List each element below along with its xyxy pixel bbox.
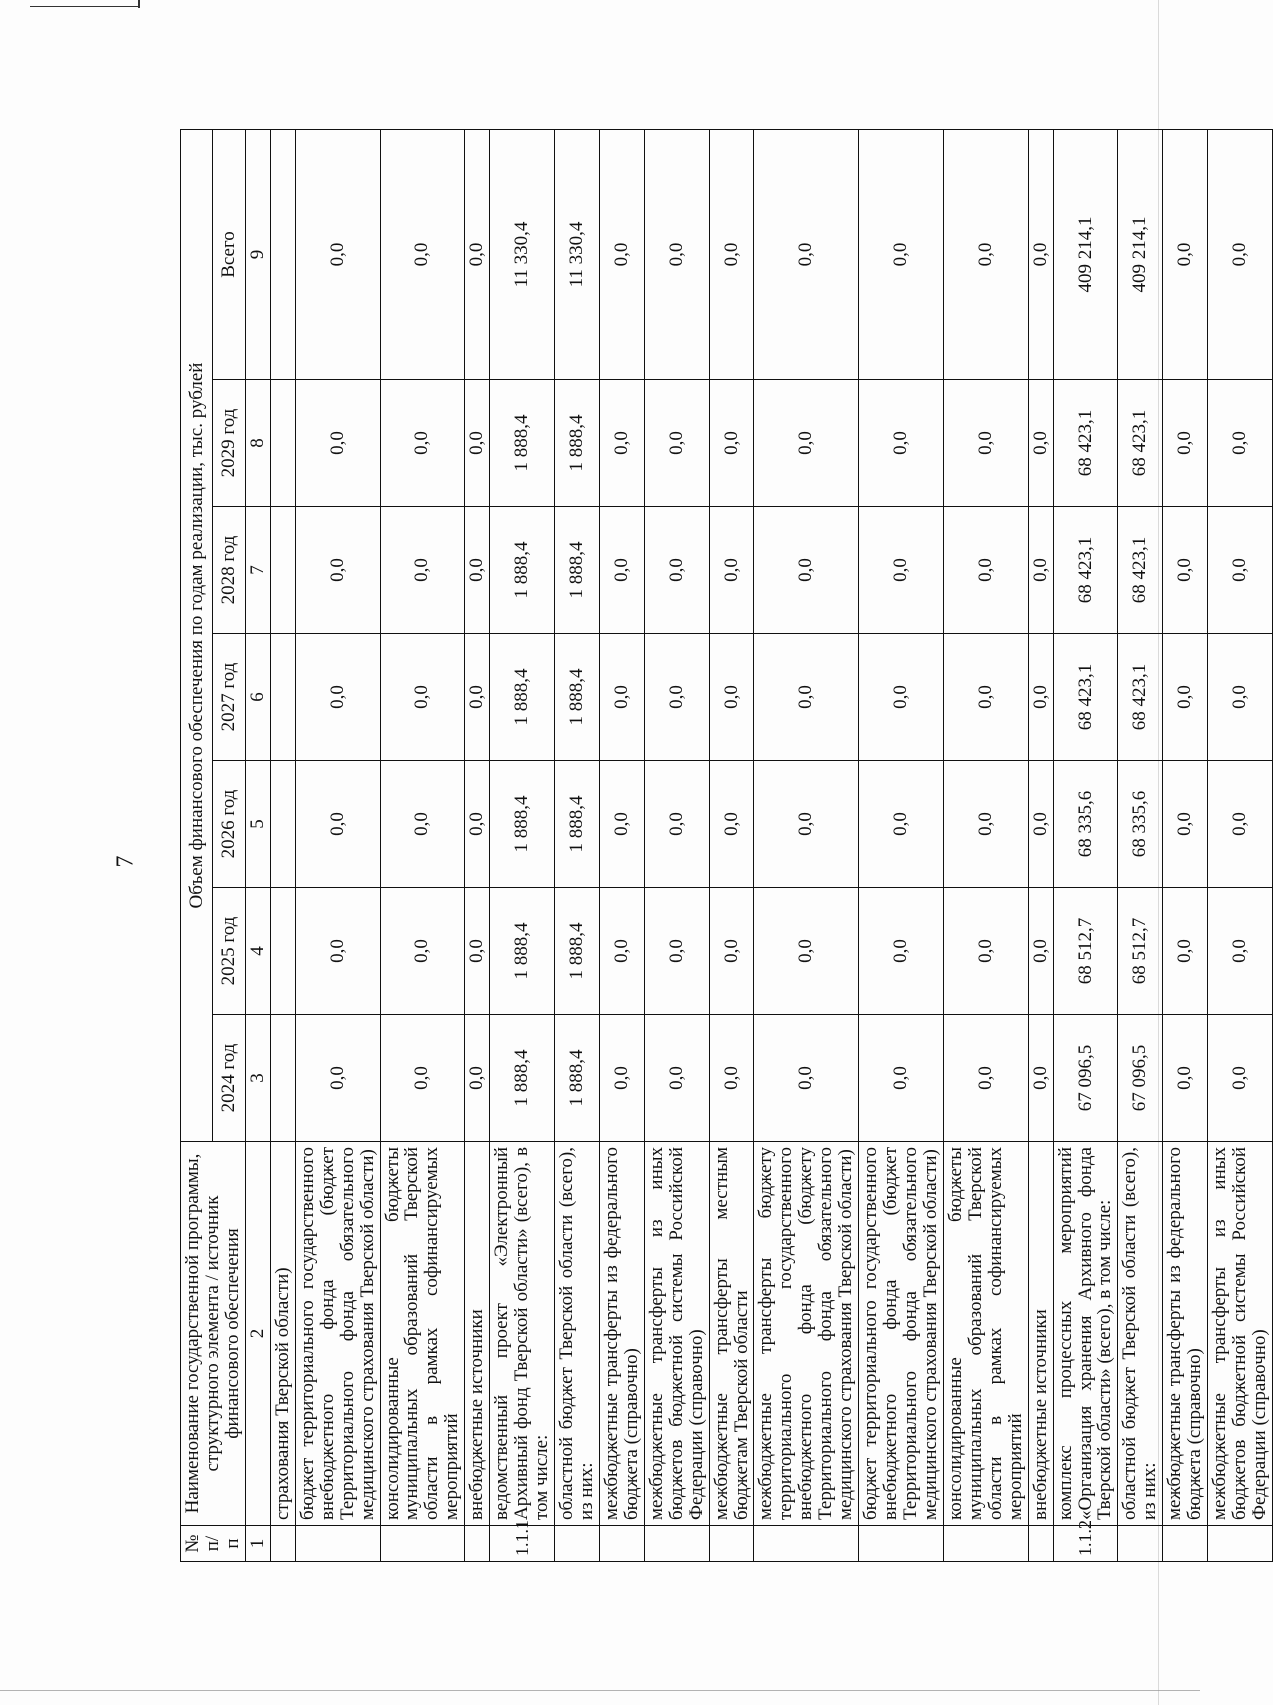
row-value: 0,0 (943, 761, 1028, 888)
row-total: 0,0 (943, 130, 1028, 380)
row-value: 0,0 (709, 507, 754, 634)
row-value: 68 423,1 (1053, 634, 1118, 761)
row-value: 1 888,4 (555, 507, 600, 634)
row-value: 0,0 (1028, 380, 1053, 507)
page-number: 7 (112, 855, 139, 868)
table-row (1163, 130, 1208, 1562)
header-index-row (245, 130, 270, 1562)
header-financing-group: Объем финансового обеспечения по годам реализации, тыс. рублей (181, 130, 213, 1142)
row-value: 0,0 (943, 507, 1028, 634)
row-value: 0,0 (859, 634, 944, 761)
row-value: 0,0 (599, 1015, 644, 1142)
row-value: 0,0 (1163, 888, 1208, 1015)
row-value: 0,0 (599, 507, 644, 634)
index-cell: 1 (245, 1526, 270, 1562)
row-value: 0,0 (380, 380, 465, 507)
row-value: 1 888,4 (555, 1015, 600, 1142)
row-value: 0,0 (754, 380, 859, 507)
row-total: 0,0 (1163, 130, 1208, 380)
row-total: 0,0 (644, 130, 709, 380)
row-value: 0,0 (859, 1015, 944, 1142)
row-value: 0,0 (644, 380, 709, 507)
row-total: 0,0 (754, 130, 859, 380)
row-name: межбюджетные трансферты из иных бюджетов бюджетной системы Российской Федерации (справочно) (644, 1142, 709, 1526)
table-row (943, 130, 1028, 1562)
row-total: 0,0 (1028, 130, 1053, 380)
table-row (599, 130, 644, 1562)
row-total: 409 214,1 (1053, 130, 1118, 380)
row-code (1208, 1526, 1273, 1562)
header-row-top (181, 130, 213, 1562)
table-row (754, 130, 859, 1562)
row-value: 1 888,4 (490, 761, 555, 888)
row-value: 0,0 (599, 888, 644, 1015)
row-name: межбюджетные трансферты бюджету территориального государственного внебюджетного фонда (бюджету Территориального фонда обязательного медицинского страхования Тверской области) (754, 1142, 859, 1526)
row-value: 0,0 (295, 380, 380, 507)
index-cell: 3 (245, 1015, 270, 1142)
row-value: 0,0 (754, 507, 859, 634)
table-row (380, 130, 465, 1562)
row-value: 0,0 (1163, 507, 1208, 634)
row-value: 0,0 (644, 888, 709, 1015)
row-value: 0,0 (599, 380, 644, 507)
table-row (465, 130, 490, 1562)
row-value: 68 335,6 (1053, 761, 1118, 888)
row-value: 0,0 (754, 634, 859, 761)
index-cell: 6 (245, 634, 270, 761)
row-value: 68 423,1 (1118, 380, 1163, 507)
row-name: межбюджетные трансферты из федерального бюджета (справочно) (1163, 1142, 1208, 1526)
row-name: внебюджетные источники (1028, 1142, 1053, 1526)
row-value: 0,0 (1163, 1015, 1208, 1142)
row-code (1163, 1526, 1208, 1562)
financing-table-container (180, 130, 1270, 1562)
row-value: 68 423,1 (1118, 507, 1163, 634)
row-value: 0,0 (644, 634, 709, 761)
row-value: 0,0 (380, 761, 465, 888)
row-value: 0,0 (1163, 761, 1208, 888)
row-value: 0,0 (380, 507, 465, 634)
row-name: консолидированные бюджеты муниципальных образований Тверской области в рамках софинансируемых мероприятий (380, 1142, 465, 1526)
table-body (270, 130, 1272, 1562)
row-value: 68 423,1 (1053, 380, 1118, 507)
row-value: 0,0 (599, 761, 644, 888)
row-value (270, 761, 295, 888)
row-value: 0,0 (295, 634, 380, 761)
row-value: 0,0 (599, 634, 644, 761)
row-code (599, 1526, 644, 1562)
row-value: 0,0 (1208, 761, 1273, 888)
header-year: 2026 год (213, 761, 245, 888)
row-value: 0,0 (943, 634, 1028, 761)
row-value: 0,0 (1208, 507, 1273, 634)
table-row (295, 130, 380, 1562)
row-value: 0,0 (465, 1015, 490, 1142)
row-value: 0,0 (859, 761, 944, 888)
index-cell: 4 (245, 888, 270, 1015)
row-code: 1.1.1 (490, 1526, 555, 1562)
row-value: 0,0 (380, 1015, 465, 1142)
index-cell: 5 (245, 761, 270, 888)
row-value: 67 096,5 (1118, 1015, 1163, 1142)
index-cell: 2 (245, 1142, 270, 1526)
index-cell: 8 (245, 380, 270, 507)
row-name: бюджет территориального государственного внебюджетного фонда (бюджет Территориального фонда обязательного медицинского страхования Тверской области) (295, 1142, 380, 1526)
row-value: 0,0 (859, 507, 944, 634)
row-value: 0,0 (943, 888, 1028, 1015)
row-name: межбюджетные трансферты местным бюджетам Тверской области (709, 1142, 754, 1526)
header-total: Всего (213, 130, 245, 380)
row-value: 1 888,4 (490, 507, 555, 634)
scan-edge-tick (138, 0, 140, 8)
table-row (1118, 130, 1163, 1562)
row-value: 0,0 (1208, 1015, 1273, 1142)
row-total: 11 330,4 (490, 130, 555, 380)
row-value: 1 888,4 (555, 761, 600, 888)
table-row (644, 130, 709, 1562)
row-value: 0,0 (1208, 380, 1273, 507)
row-value: 68 512,7 (1053, 888, 1118, 1015)
table-row (555, 130, 600, 1562)
row-code (465, 1526, 490, 1562)
row-total: 0,0 (599, 130, 644, 380)
row-value: 1 888,4 (555, 380, 600, 507)
table-row (1028, 130, 1053, 1562)
row-value: 0,0 (644, 507, 709, 634)
header-name: Наименование государственной программы, структурного элемента / источник финансового обеспечения (181, 1142, 246, 1526)
row-code (270, 1526, 295, 1562)
header-year: 2024 год (213, 1015, 245, 1142)
row-value: 0,0 (754, 1015, 859, 1142)
row-value: 68 335,6 (1118, 761, 1163, 888)
row-value: 0,0 (1208, 888, 1273, 1015)
row-code (380, 1526, 465, 1562)
header-year: 2025 год (213, 888, 245, 1015)
header-no: № п/п (181, 1526, 246, 1562)
row-value: 0,0 (465, 761, 490, 888)
row-value (270, 634, 295, 761)
row-code (859, 1526, 944, 1562)
row-total: 0,0 (380, 130, 465, 380)
row-value: 68 423,1 (1118, 634, 1163, 761)
row-total: 409 214,1 (1118, 130, 1163, 380)
row-value: 1 888,4 (555, 634, 600, 761)
header-year: 2029 год (213, 380, 245, 507)
financing-table (180, 129, 1273, 1562)
row-value: 0,0 (1028, 634, 1053, 761)
table-row (1053, 130, 1118, 1562)
row-value: 0,0 (295, 761, 380, 888)
row-value: 0,0 (465, 380, 490, 507)
row-value: 0,0 (295, 1015, 380, 1142)
row-value: 0,0 (644, 761, 709, 888)
row-code (754, 1526, 859, 1562)
index-cell: 7 (245, 507, 270, 634)
row-value: 0,0 (754, 761, 859, 888)
row-value: 1 888,4 (490, 1015, 555, 1142)
row-name: областной бюджет Тверской области (всего), из них: (555, 1142, 600, 1526)
row-name: областной бюджет Тверской области (всего), из них: (1118, 1142, 1163, 1526)
row-name: межбюджетные трансферты из иных бюджетов бюджетной системы Российской Федерации (справочно) (1208, 1142, 1273, 1526)
row-name: страхования Тверской области) (270, 1142, 295, 1526)
row-code (1118, 1526, 1163, 1562)
row-value: 0,0 (709, 761, 754, 888)
row-name: комплекс процессных мероприятий «Организация хранения Архивного фонда Тверской области» (всего), в том числе: (1053, 1142, 1118, 1526)
row-value (270, 1015, 295, 1142)
row-value: 0,0 (1163, 380, 1208, 507)
row-value: 1 888,4 (490, 634, 555, 761)
row-value: 0,0 (295, 888, 380, 1015)
scan-edge-mark (30, 0, 140, 7)
row-value: 0,0 (1028, 507, 1053, 634)
row-value: 0,0 (1028, 888, 1053, 1015)
row-value: 68 423,1 (1053, 507, 1118, 634)
row-name: бюджет территориального государственного внебюджетного фонда (бюджет Территориального фонда обязательного медицинского страхования Тверской области) (859, 1142, 944, 1526)
row-total: 0,0 (709, 130, 754, 380)
row-code (709, 1526, 754, 1562)
row-value: 68 512,7 (1118, 888, 1163, 1015)
row-value: 0,0 (943, 380, 1028, 507)
row-code (555, 1526, 600, 1562)
row-code (1028, 1526, 1053, 1562)
row-value: 0,0 (754, 888, 859, 1015)
row-name: внебюджетные источники (465, 1142, 490, 1526)
table-row (709, 130, 754, 1562)
row-value: 0,0 (465, 507, 490, 634)
row-value: 67 096,5 (1053, 1015, 1118, 1142)
row-total: 11 330,4 (555, 130, 600, 380)
row-value: 1 888,4 (490, 380, 555, 507)
row-value: 0,0 (1163, 634, 1208, 761)
row-value: 0,0 (1028, 761, 1053, 888)
row-value: 0,0 (465, 634, 490, 761)
row-value: 0,0 (644, 1015, 709, 1142)
row-total: 0,0 (295, 130, 380, 380)
row-value: 1 888,4 (490, 888, 555, 1015)
row-value: 0,0 (1208, 634, 1273, 761)
header-year: 2028 год (213, 507, 245, 634)
row-value: 0,0 (1028, 1015, 1053, 1142)
row-value: 0,0 (380, 888, 465, 1015)
row-value (270, 888, 295, 1015)
row-value: 0,0 (709, 1015, 754, 1142)
row-value: 0,0 (465, 888, 490, 1015)
header-year: 2027 год (213, 634, 245, 761)
row-value: 0,0 (380, 634, 465, 761)
row-name: ведомственный проект «Электронный Архивный фонд Тверской области» (всего), в том числе: (490, 1142, 555, 1526)
row-total (270, 130, 295, 380)
row-code (295, 1526, 380, 1562)
table-row (490, 130, 555, 1562)
row-value (270, 380, 295, 507)
row-value: 0,0 (943, 1015, 1028, 1142)
row-value: 0,0 (859, 888, 944, 1015)
row-value (270, 507, 295, 634)
row-name: межбюджетные трансферты из федерального бюджета (справочно) (599, 1142, 644, 1526)
row-code (644, 1526, 709, 1562)
row-total: 0,0 (859, 130, 944, 380)
row-value: 1 888,4 (555, 888, 600, 1015)
table-row (859, 130, 944, 1562)
index-cell: 9 (245, 130, 270, 380)
row-name: консолидированные бюджеты муниципальных образований Тверской области в рамках софинансируемых мероприятий (943, 1142, 1028, 1526)
scan-bottom-line (0, 1690, 1200, 1691)
row-total: 0,0 (1208, 130, 1273, 380)
row-code (943, 1526, 1028, 1562)
row-code: 1.1.2 (1053, 1526, 1118, 1562)
row-value: 0,0 (295, 507, 380, 634)
row-total: 0,0 (465, 130, 490, 380)
row-value: 0,0 (709, 380, 754, 507)
row-value: 0,0 (709, 634, 754, 761)
table-row (1208, 130, 1273, 1562)
row-value: 0,0 (859, 380, 944, 507)
row-value: 0,0 (709, 888, 754, 1015)
table-row (270, 130, 295, 1562)
